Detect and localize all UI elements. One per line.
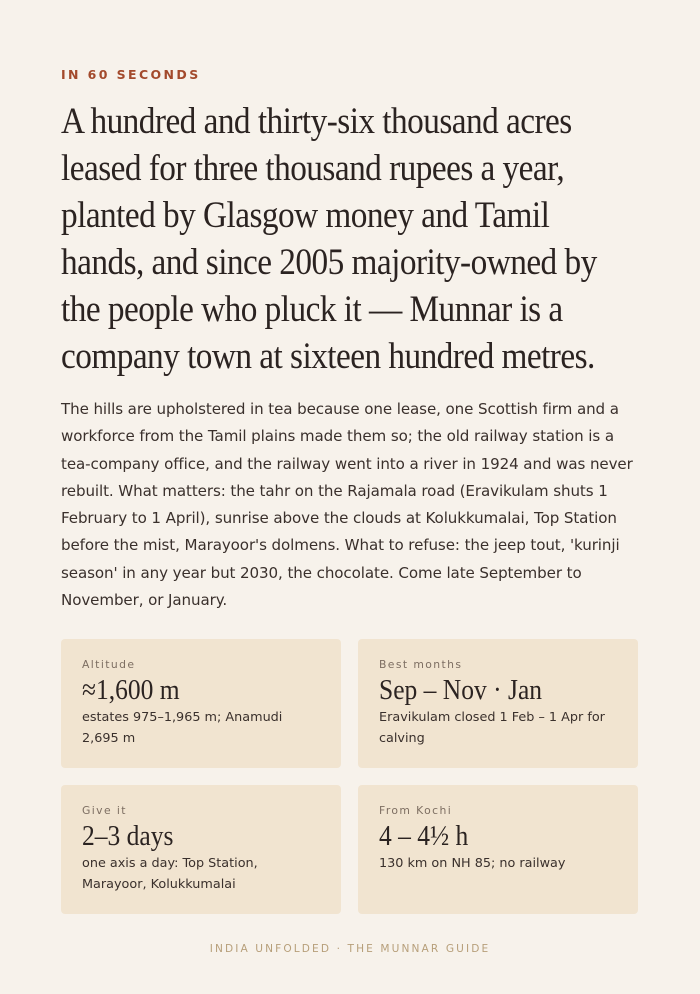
fact-value: Sep – Nov · Jan	[379, 674, 543, 706]
fact-note: estates 975–1,965 m; Anamudi 2,695 m	[82, 710, 283, 746]
fact-label: Altitude	[82, 658, 136, 671]
fact-label: Best months	[379, 658, 463, 671]
fact-card-from-kochi	[358, 785, 638, 914]
fact-value: ≈1,600 m	[82, 674, 180, 706]
page-footer: INDIA UNFOLDED · THE MUNNAR GUIDE	[209, 943, 491, 955]
fact-card-altitude	[61, 639, 341, 768]
fact-value: 4 – 4½ h	[379, 820, 469, 852]
headline: A hundred and thirty-six thousand acres leased for three thousand rupees a year, planted by Glasgow money and Tamil hands, and since 2005 majority-owned by the people who pluck it — Munnar is a company town at sixteen hundred metres.	[61, 101, 597, 377]
intro-paragraph: The hills are upholstered in tea because one lease, one Scottish firm and a workforce from the Tamil plains made them so; the old railway station is a tea-company office, and the railway went into a river in 1924 and was never rebuilt. What matters: the tahr on the Rajamala road (Eravikulam shuts 1 February to 1 April), sunrise above the clouds at Kolukkumalai, Top Station before the mist, Marayoor's dolmens. What to refuse: the jeep tout, 'kurinji season' in any year but 2030, the chocolate. Come late September to November, or January.	[61, 400, 633, 610]
fact-label: From Kochi	[379, 804, 453, 817]
section-kicker: IN 60 SECONDS	[61, 67, 201, 82]
fact-note: 130 km on NH 85; no railway	[379, 856, 566, 871]
fact-note: one axis a day: Top Station, Marayoor, Kolukkumalai	[82, 856, 258, 892]
fact-label: Give it	[82, 804, 127, 817]
fact-note: Eravikulam closed 1 Feb – 1 Apr for calving	[379, 710, 605, 746]
fact-card-give-it	[61, 785, 341, 914]
fact-value: 2–3 days	[82, 820, 174, 852]
fact-card-best-months	[358, 639, 638, 768]
